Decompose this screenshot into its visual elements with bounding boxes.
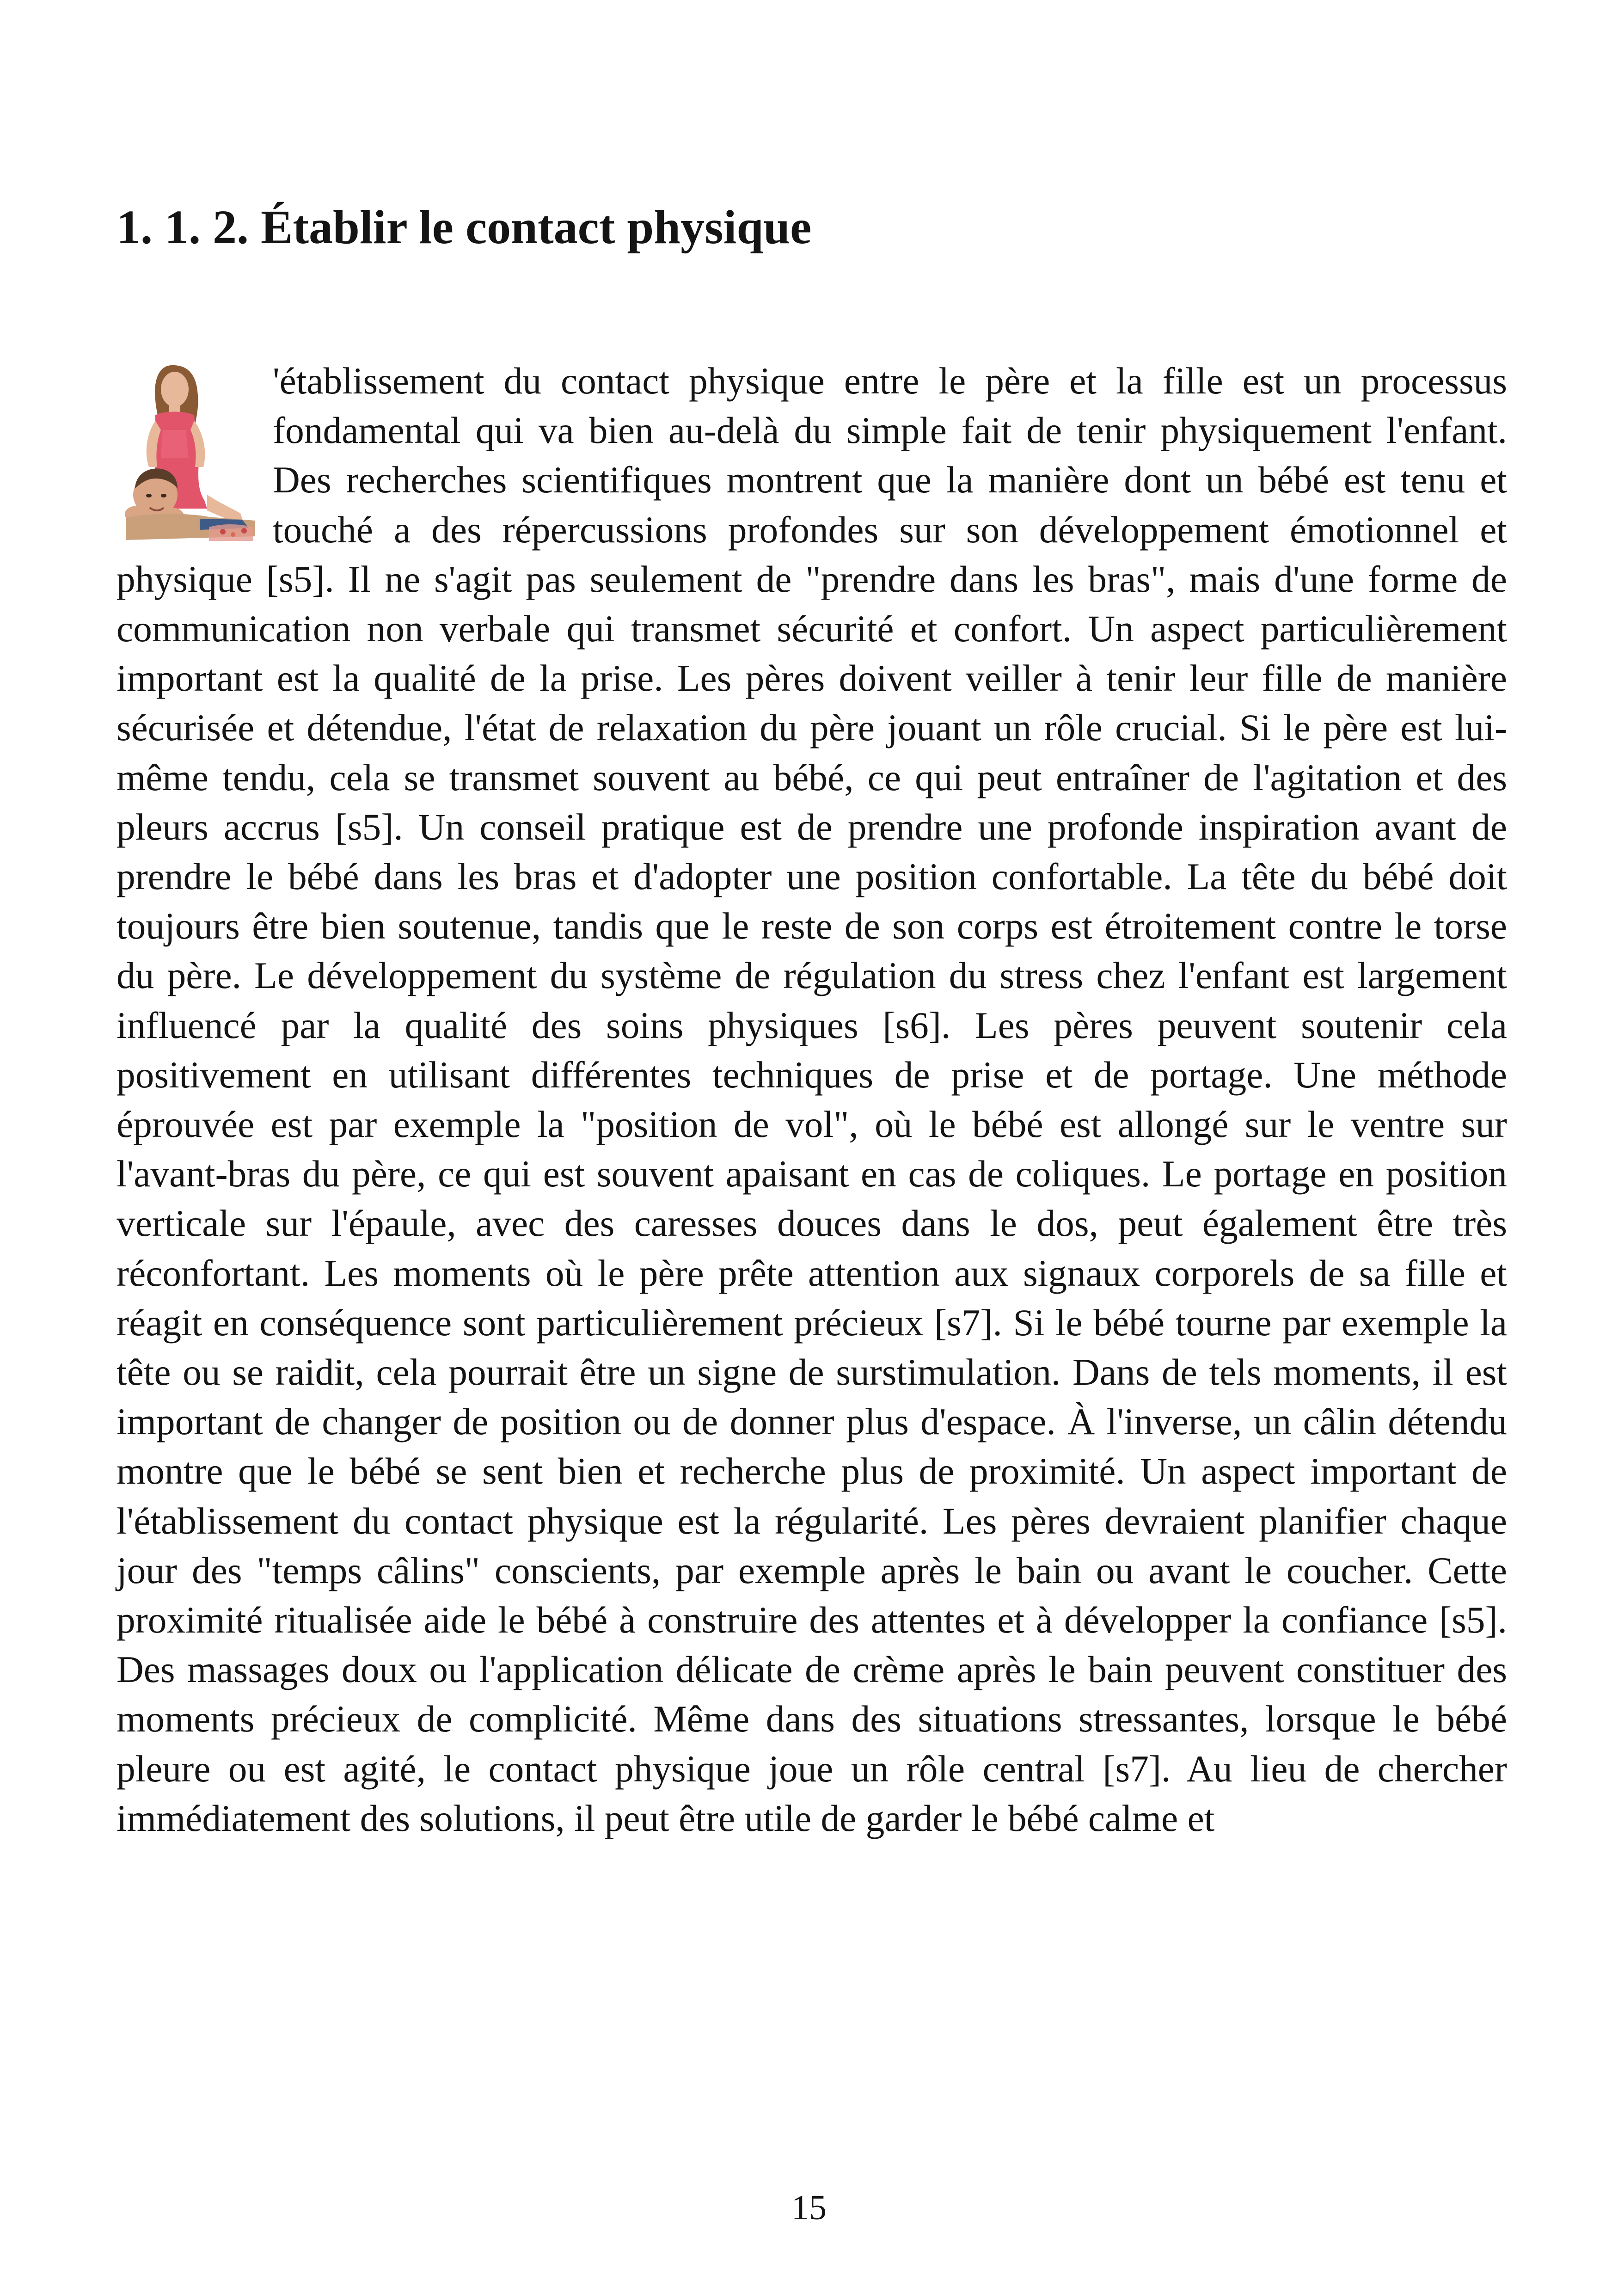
body-text [116, 356, 1507, 1843]
section-heading: 1. 1. 2. Établir le contact physique [116, 201, 812, 254]
body-paragraph: 'établissement du contact physique entre le père et la fille est un processus fondamental qui va bien au-delà du simple fait de tenir physiquement l'enfant. Des recherches scientifiques montrent que la manière dont un bébé est tenu et touché a des répercussions profondes sur son développement émotionnel et physique [s5]. Il ne s'agit pas seulement de "prendre dans les bras", mais d'une forme de communication non verbale qui transmet sécurité et confort. Un aspect particulièrement important est la qualité de la prise. Les pères doivent veiller à tenir leur fille de manière sécurisée et détendue, l'état de relaxation du père jouant un rôle crucial. Si le père est lui-même tendu, cela se transmet souvent au bébé, ce qui peut entraîner de l'agitation et des pleurs accrus [s5]. Un conseil pratique est de prendre une profonde inspiration avant de prendre le bébé dans les bras et d'adopter une position confortable. La tête du bébé doit toujours être bien soutenue, tandis que le reste de son corps est étroitement contre le torse du père. Le développement du système de régulation du stress chez l'enfant est largement influencé par la qualité des soins physiques [s6]. Les pères peuvent soutenir cela positivement en utilisant différentes techniques de prise et de portage. Une méthode éprouvée est par exemple la "position de vol", où le bébé est allongé sur le ventre sur l'avant-bras du père, ce qui est souvent apaisant en cas de coliques. Le portage en position verticale sur l'épaule, avec des caresses douces dans le dos, peut également être très réconfortant. Les moments où le père prête attention aux signaux corporels de sa fille et réagit en conséquence sont particulièrement précieux [s7]. Si le bébé tourne par exemple la tête ou se raidit, cela pourrait être un signe de surstimulation. Dans de tels moments, il est important de changer de position ou de donner plus d'espace. À l'inverse, un câlin détendu montre que le bébé se sent bien et recherche plus de proximité. Un aspect important de l'établissement du contact physique est la régularité. Les pères devraient planifier chaque jour des "temps câlins" conscients, par exemple après le bain ou avant le coucher. Cette proximité ritualisée aide le bébé à construire des attentes et à développer la confiance [s5]. Des massages doux ou l'application délicate de crème après le bain peuvent constituer des moments précieux de complicité. Même dans des situations stressantes, lorsque le bébé pleure ou est agité, le contact physique joue un rôle central [s7]. Au lieu de chercher immédiatement des solutions, il peut être utile de garder le bébé calme et [116, 360, 1507, 1839]
father-daughter-photo-icon [116, 356, 258, 552]
page-number: 15 [791, 2188, 827, 2227]
dropcap-image [116, 356, 258, 552]
